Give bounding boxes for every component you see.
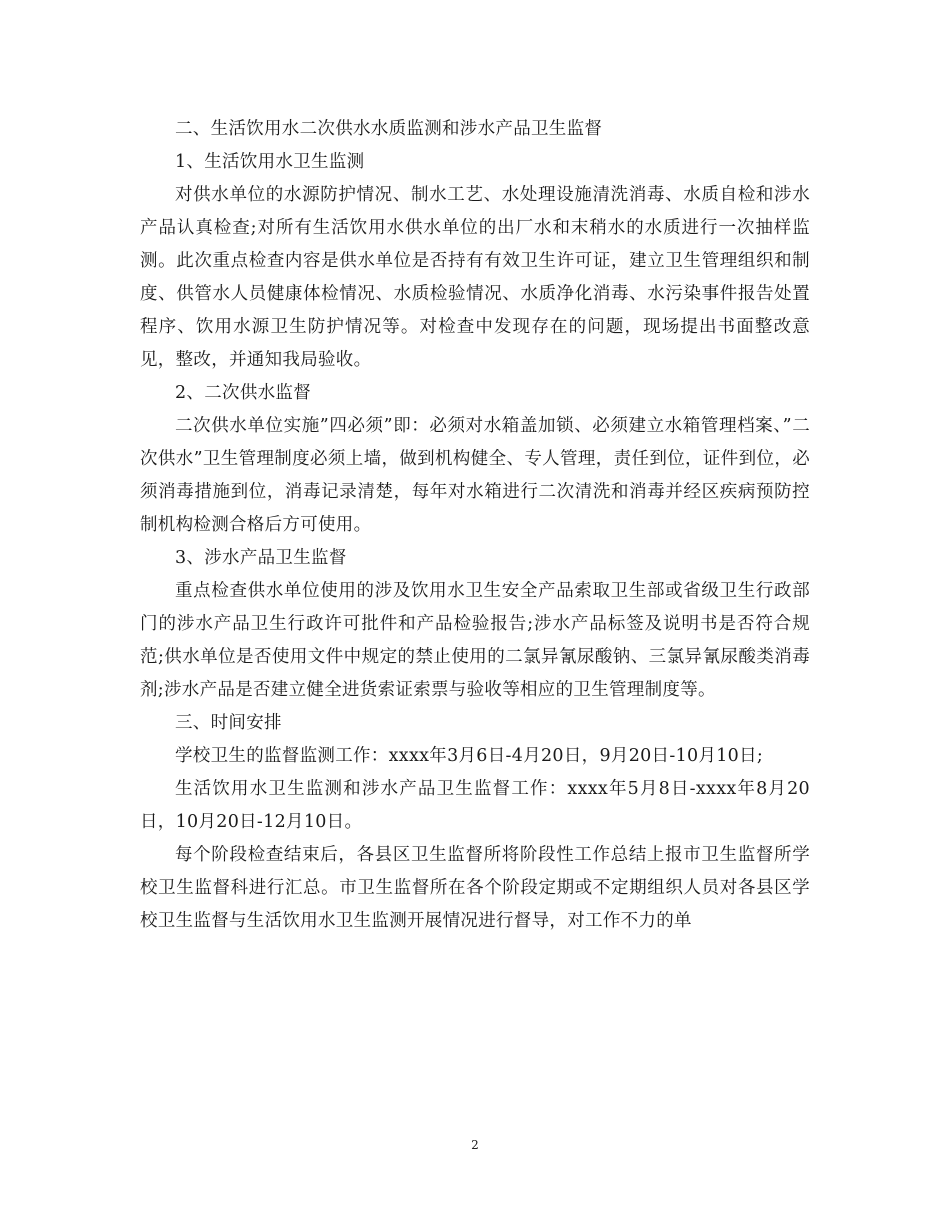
paragraph-summary: 每个阶段检查结束后，各县区卫生监督所将阶段性工作总结上报市卫生监督所学校卫生监督科进行汇总。市卫生监督所在各个阶段定期或不定期组织人员对各县区学校卫生监督与生活饮用水卫生监测开展情况进行督导，对工作不力的单 [140, 845, 810, 931]
section-heading-2: 二、生活饮用水二次供水水质监测和涉水产品卫生监督 [175, 119, 603, 139]
document-body [140, 113, 810, 938]
paragraph-water-products: 重点检查供水单位使用的涉及饮用水卫生安全产品索取卫生部或省级卫生行政部门的涉水产品卫生行政许可批件和产品检验报告;涉水产品标签及说明书是否符合规范;供水单位是否使用文件中规定的禁止使用的二氯异氰尿酸钠、三氯异氰尿酸类消毒剂;涉水产品是否建立健全进货索证索票与验收等相应的卫生管理制度等。 [140, 581, 810, 700]
paragraph-water-monitoring: 对供水单位的水源防护情况、制水工艺、水处理设施清洗消毒、水质自检和涉水产品认真检查;对所有生活饮用水供水单位的出厂水和末稍水的水质进行一次抽样监测。此次重点检查内容是供水单位是否持有有效卫生许可证，建立卫生管理组织和制度、供管水人员健康体检情况、水质检验情况、水质净化消毒、水污染事件报告处置程序、饮用水源卫生防护情况等。对检查中发现存在的问题，现场提出书面整改意见，整改，并通知我局验收。 [140, 185, 810, 370]
paragraph-secondary-supply: 二次供水单位实施”四必须”即：必须对水箱盖加锁、必须建立水箱管理档案、”二次供水”卫生管理制度必须上墙，做到机构健全、专人管理，责任到位，证件到位，必须消毒措施到位，消毒记录清楚，每年对水箱进行二次清洗和消毒并经区疾病预防控制机构检测合格后方可使用。 [140, 416, 810, 535]
subheading-water-products: 3、涉水产品卫生监督 [175, 548, 347, 568]
paragraph-school-schedule: 学校卫生的监督监测工作：xxxx年3月6日-4月20日，9月20日-10月10日; [175, 746, 764, 766]
subheading-water-monitoring: 1、生活饮用水卫生监测 [175, 152, 365, 172]
section-heading-3: 三、时间安排 [175, 713, 282, 733]
paragraph-water-schedule: 生活饮用水卫生监测和涉水产品卫生监督工作：xxxx年5月8日-xxxx年8月20日，10月20日-12月10日。 [140, 779, 810, 832]
subheading-secondary-supply: 2、二次供水监督 [175, 383, 312, 403]
page-number: 2 [471, 1138, 479, 1152]
